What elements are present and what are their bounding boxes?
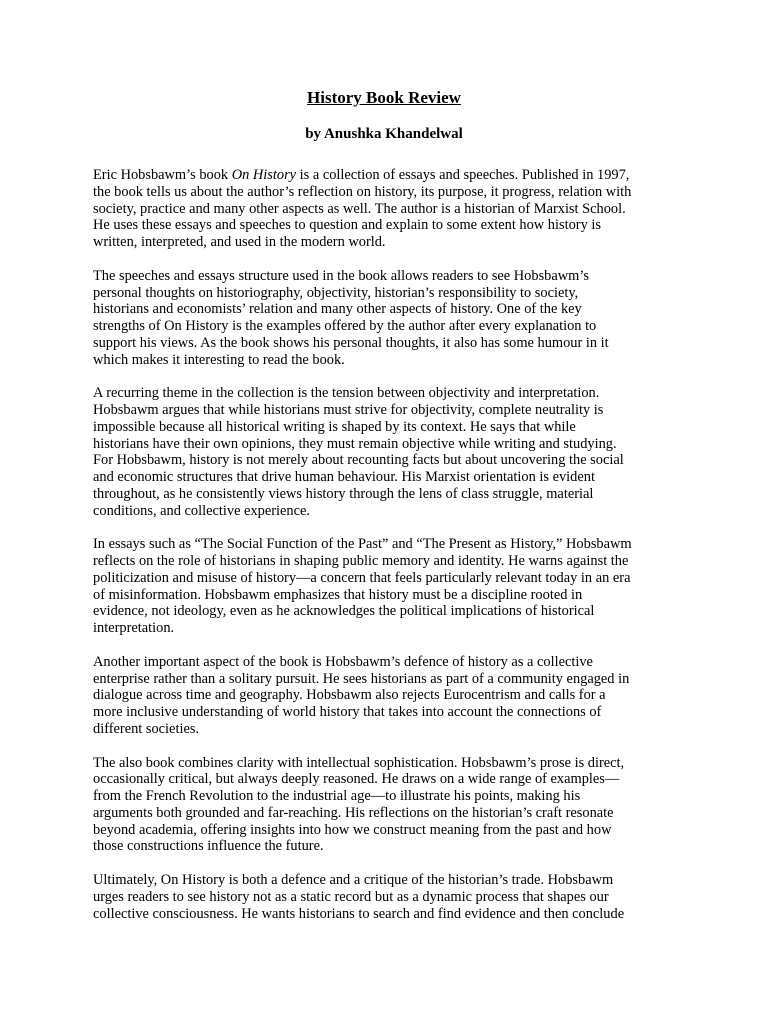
paragraph-2 <box>93 268 683 369</box>
paragraph-line: of misinformation. Hobsbawm emphasizes that history must be a discipline rooted in <box>93 586 583 603</box>
paragraph-line: from the French Revolution to the industrial age—to illustrate his points, making his <box>93 788 581 804</box>
paragraph-line: A recurring theme in the collection is the tension between objectivity and interpretation. <box>93 385 600 402</box>
paragraph-line: personal thoughts on historiography, objectivity, historian’s responsibility to society, <box>93 284 579 301</box>
paragraph-line: dialogue across time and geography. Hobsbawm also rejects Eurocentrism and calls for a <box>93 687 606 704</box>
paragraph-line <box>93 167 683 184</box>
paragraph-line: support his views. As the book shows his personal thoughts, it also has some humour in it <box>93 334 609 351</box>
paragraph-line: throughout, as he consistently views history through the lens of class struggle, material <box>93 485 594 502</box>
paragraph-line: reflects on the role of historians in shaping public memory and identity. He warns against the <box>93 553 629 569</box>
paragraph-line: In essays such as “The Social Function of the Past” and “The Present as History,” Hobsbawm <box>93 536 632 553</box>
paragraph-3 <box>93 385 683 519</box>
paragraph-line: conditions, and collective experience. <box>93 502 310 519</box>
document-body <box>93 167 683 939</box>
paragraph-line: different societies. <box>93 720 200 737</box>
paragraph-line: those constructions influence the future. <box>93 838 324 855</box>
document-title: History Book Review <box>307 88 461 107</box>
paragraph-1 <box>93 167 683 251</box>
paragraph-line: urges readers to see history not as a static record but as a dynamic process that shapes our <box>93 888 609 905</box>
paragraph-line: and economic structures that drive human behaviour. His Marxist orientation is evident <box>93 469 595 485</box>
paragraph-line: society, practice and many other aspects as well. The author is a historian of Marxist School. <box>93 200 626 217</box>
paragraph-4 <box>93 536 683 637</box>
line-text: Eric Hobsbawm’s book <box>93 167 232 183</box>
paragraph-line: Ultimately, On History is both a defence and a critique of the historian’s trade. Hobsbawm <box>93 872 614 888</box>
paragraph-line: strengths of On History is the examples offered by the author after every explanation to <box>93 318 597 334</box>
paragraph-line: historians have their own opinions, they must remain objective while writing and studying. <box>93 435 617 452</box>
paragraph-7 <box>93 872 683 922</box>
paragraph-line: Another important aspect of the book is Hobsbawm’s defence of history as a collective <box>93 653 593 670</box>
book-title-italic: On History <box>231 167 297 183</box>
paragraph-line: Hobsbawm argues that while historians must strive for objectivity, complete neutrality is <box>93 402 604 418</box>
paragraph-line: the book tells us about the author’s reflection on history, its purpose, it progress, relation with <box>93 183 632 200</box>
paragraph-line: The speeches and essays structure used in the book allows readers to see Hobsbawm’s <box>93 267 589 284</box>
paragraph-line: The also book combines clarity with intellectual sophistication. Hobsbawm’s prose is direct, <box>93 754 625 771</box>
line-text: is a collection of essays and speeches. Published in 1997, <box>296 167 630 183</box>
paragraph-5 <box>93 654 683 738</box>
document-author: by Anushka Khandelwal <box>305 126 463 142</box>
paragraph-line: more inclusive understanding of world history that takes into account the connections of <box>93 704 602 720</box>
paragraph-line: evidence, not ideology, even as he acknowledges the political implications of historical <box>93 603 595 620</box>
paragraph-line: beyond academia, offering insights into how we construct meaning from the past and how <box>93 821 612 838</box>
paragraph-line: impossible because all historical writing is shaped by its context. He says that while <box>93 418 576 435</box>
paragraph-line: interpretation. <box>93 620 175 636</box>
paragraph-line: occasionally critical, but always deeply reasoned. He draws on a wide range of examples— <box>93 771 620 788</box>
paragraph-line: He uses these essays and speeches to question and explain to some extent how history is <box>93 217 601 234</box>
paragraph-line: arguments both grounded and far-reaching. His reflections on the historian’s craft resonate <box>93 804 614 821</box>
paragraph-6 <box>93 755 683 856</box>
paragraph-line: which makes it interesting to read the book. <box>93 351 345 368</box>
paragraph-line: historians and economists’ relation and many other aspects of history. One of the key <box>93 301 582 318</box>
paragraph-line: written, interpreted, and used in the modern world. <box>93 234 386 250</box>
paragraph-line: collective consciousness. He wants historians to search and find evidence and then conclude <box>93 905 625 922</box>
paragraph-line: politicization and misuse of history—a concern that feels particularly relevant today in an era <box>93 569 631 586</box>
paragraph-line: For Hobsbawm, history is not merely about recounting facts but about uncovering the social <box>93 452 624 469</box>
paragraph-line: enterprise rather than a solitary pursuit. He sees historians as part of a community engaged in <box>93 670 630 687</box>
